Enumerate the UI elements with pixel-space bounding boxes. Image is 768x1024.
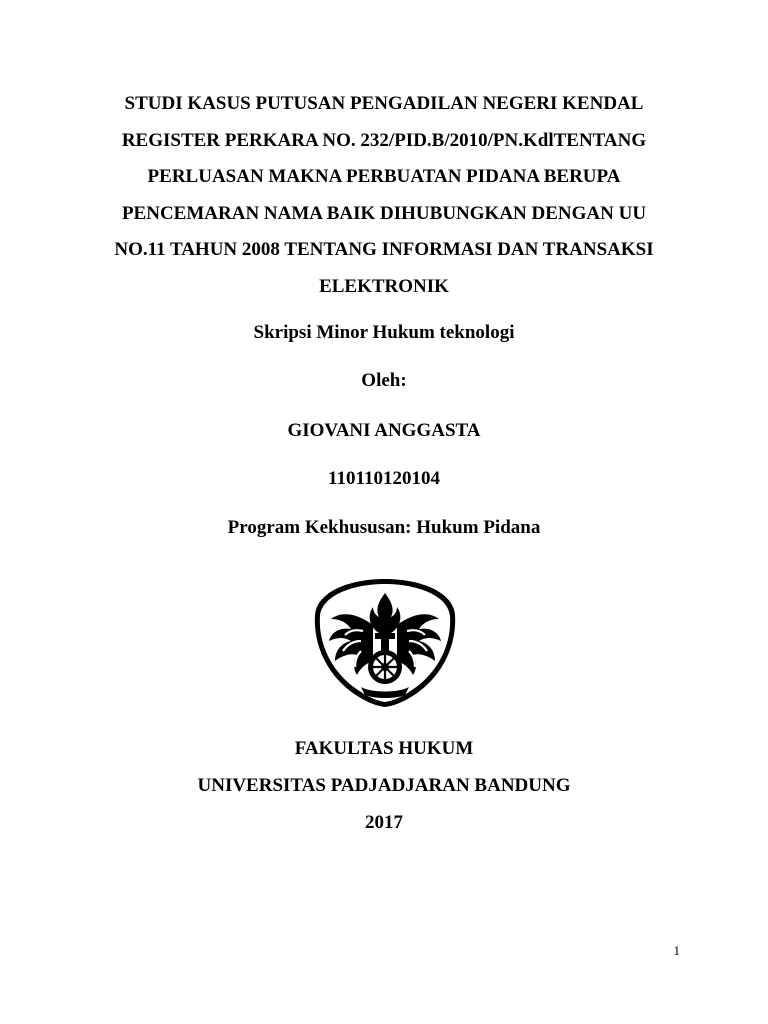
author-name: GIOVANI ANGGASTA: [287, 420, 481, 441]
by-label: Oleh:: [361, 370, 407, 391]
title-line-1: STUDI KASUS PUTUSAN PENGADILAN NEGERI KENDAL: [124, 93, 644, 114]
title-line-5: NO.11 TAHUN 2008 TENTANG INFORMASI DAN TRANSAKSI: [114, 239, 654, 261]
title-line-6: ELEKTRONIK: [319, 275, 449, 297]
title-line-4: PENCEMARAN NAMA BAIK DIHUBUNGKAN DENGAN UU: [121, 202, 647, 224]
thesis-subtitle: Skripsi Minor Hukum teknologi: [253, 322, 515, 343]
university-name: UNIVERSITAS PADJADJARAN BANDUNG: [197, 775, 571, 796]
publication-year: 2017: [365, 812, 403, 833]
title-line-2: REGISTER PERKARA NO. 232/PID.B/2010/PN.KdlTENTANG: [121, 129, 647, 151]
page-number: 1: [673, 943, 680, 958]
program-specialization: Program Kekhususan: Hukum Pidana: [227, 517, 541, 538]
faculty-name: FAKULTAS HUKUM: [294, 738, 474, 759]
student-id: 110110120104: [328, 468, 440, 489]
university-seal-icon: [311, 575, 459, 709]
title-line-3: PERLUASAN MAKNA PERBUATAN PIDANA BERUPA: [147, 166, 621, 188]
thesis-title: [60, 86, 708, 306]
